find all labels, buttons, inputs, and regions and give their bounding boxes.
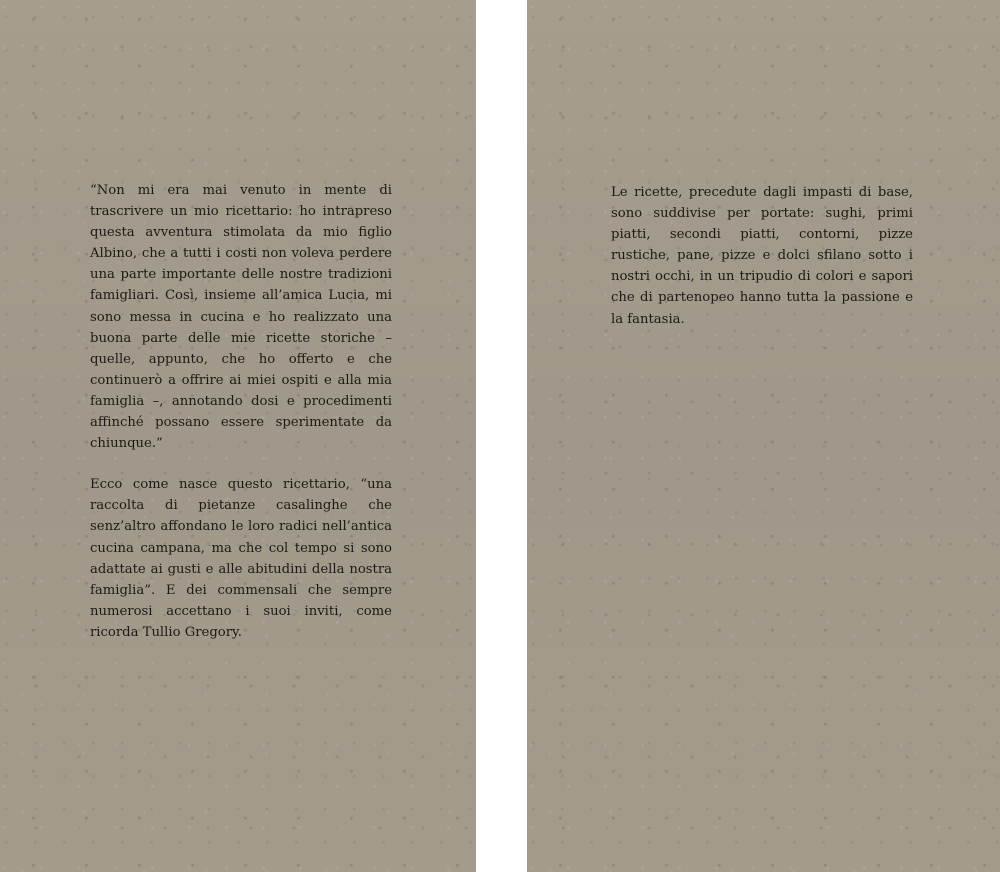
- right-page: [527, 0, 1000, 872]
- left-page: [0, 0, 476, 872]
- left-paragraph-quote: “Non mi era mai venuto in mente di trascrivere un mio ricettario: ho intrapreso questa avventura stimolata da mio figlio Albino, che a tutti i costi non voleva perdere una parte importante delle nostre tradizioni famigliari. Così, insieme all’amica Lucia, mi sono messa in cucina e ho realizzato una buona parte delle mie ricette storiche – quelle, appunto, che ho offerto e che continuerò a offrire ai miei ospiti e alla mia famiglia –, annotando dosi e procedimenti affinché possano essere sperimentate da chiunque.”: [90, 183, 392, 452]
- left-paragraph-intro: Ecco come nasce questo ricettario, “una raccolta di pietanze casalinghe che senz’altro affondano le loro radici nell’antica cucina campana, ma che col tempo si sono adattate ai gusti e alle abitudini della nostra famiglia”. E dei commensali che sempre numerosi accettano i suoi inviti, come ricorda Tullio Gregory.: [90, 477, 392, 640]
- right-text-block: [611, 182, 913, 330]
- right-paragraph-recipes: Le ricette, precedute dagli impasti di base, sono suddivise per portate: sughi, primi piatti, secondi piatti, contorni, pizze rustiche, pane, pizze e dolci sfilano sotto i nostri occhi, in un tripudio di colori e sapori che di partenopeo hanno tutta la passione e la fantasia.: [611, 185, 913, 327]
- left-text-block: [90, 180, 392, 643]
